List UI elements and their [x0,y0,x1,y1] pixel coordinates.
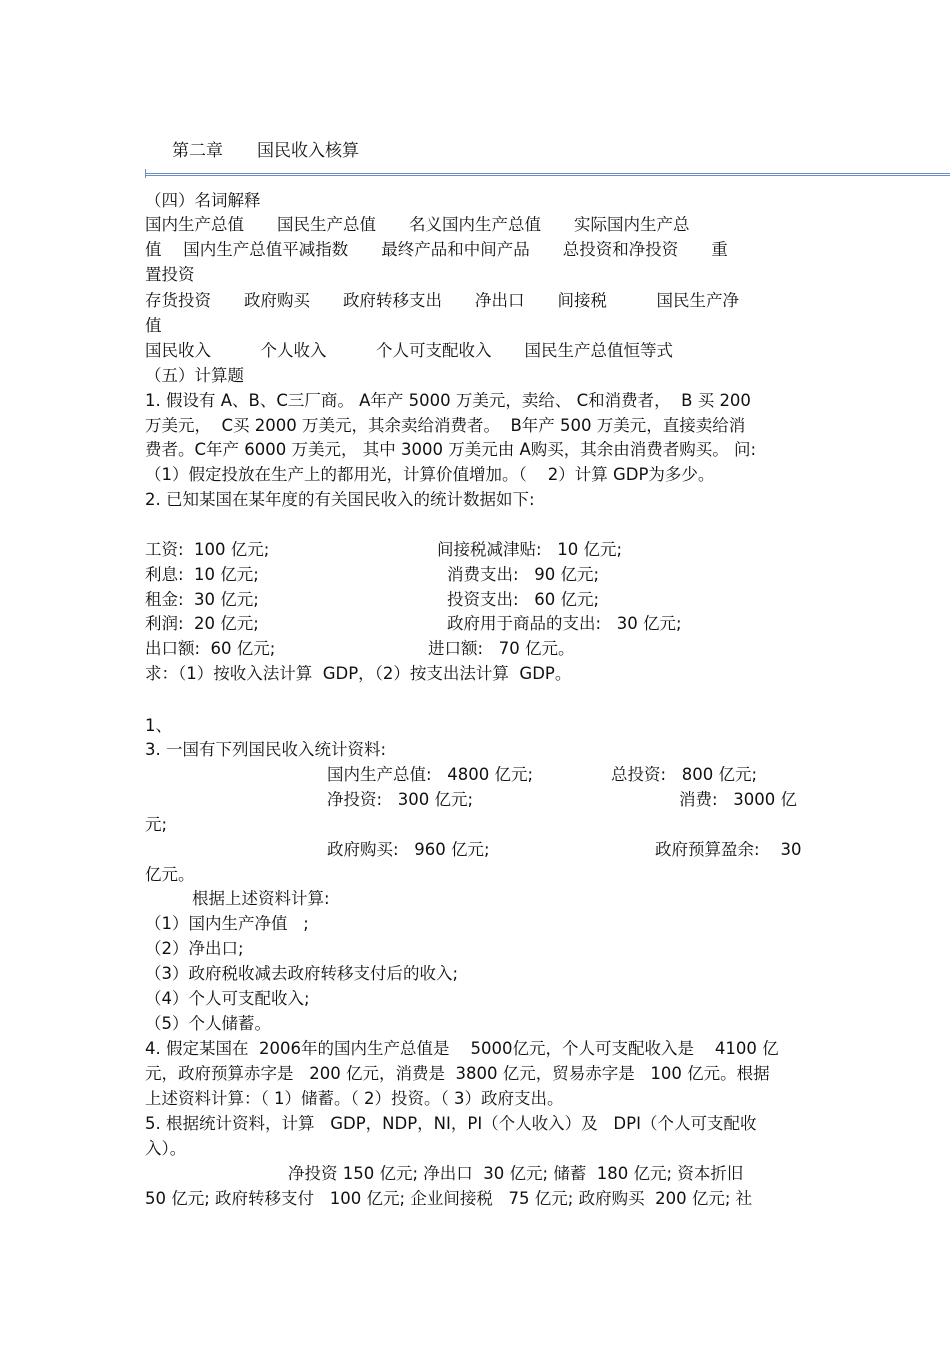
q3-intro: 3. 一国有下列国民收入统计资料: [145,740,387,759]
section4-line: 国内生产总值 国民生产总值 名义国内生产总值 实际国内生产总 [145,215,690,234]
q2-left-item: 出口额: 60 亿元; [145,639,276,658]
q4-line: 上述资料计算：（ 1）储蓄。（ 2）投资。（ 3）政府支出。 [145,1089,564,1108]
q3-total-investment: 总投资: 800 亿元; [611,765,758,784]
q2-right-item: 进口额: 70 亿元。 [428,639,575,658]
section4-line: 国民收入 个人收入 个人可支配收入 国民生产总值恒等式 [145,341,673,360]
section4-line: 值 [145,316,162,335]
q3-item: （3）政府税收减去政府转移支付后的收入; [145,964,459,983]
q3-consumption-tail: 元; [145,815,168,834]
q1-line: 万美元， C买 2000 万美元，其余卖给消费者。 B年产 500 万美元，直接卖给消 [145,416,746,435]
q1-line: 费者。C年产 6000 万美元， 其中 3000 万美元由 A购买，其余由消费者购买。 问: [145,440,757,459]
section4-line: 值 国内生产总值平减指数 最终产品和中间产品 总投资和净投资 重 [145,240,728,259]
section4-line: 置投资 [145,265,195,284]
q2-left-item: 租金: 30 亿元; [145,590,259,609]
q3-item: （4）个人可支配收入; [145,989,310,1008]
q4-line: 4. 假定某国在 2006年的国内生产总值是 5000亿元，个人可支配收入是 4100 亿 [145,1039,779,1058]
section4-heading: （四）名词解释 [145,191,261,210]
q3-lead: 根据上述资料计算: [192,889,330,908]
q3-item: （1）国内生产净值 ; [145,914,309,933]
q2-right-item: 间接税减津贴: 10 亿元; [437,540,623,559]
chapter-title: 第二章 国民收入核算 [172,141,359,161]
q3-item: （2）净出口; [145,939,244,958]
q3-net-investment: 净投资: 300 亿元; [327,790,474,809]
q1-line: 1. 假设有 A、B、C三厂商。 A年产 5000 万美元，卖给、 C和消费者， B 买 200 [145,391,751,410]
stray-number: 1、 [145,716,172,735]
q2-intro: 2. 已知某国在某年度的有关国民收入的统计数据如下: [145,490,535,509]
q1-line: （1）假定投放在生产上的都用光，计算价值增加。（ 2）计算 GDP为多少。 [145,465,715,484]
header-rule [145,173,950,176]
q3-budget-surplus: 政府预算盈余: 30 [655,840,802,859]
q5-line: 入）。 [145,1139,187,1158]
q5-data-line: 50 亿元; 政府转移支付 100 亿元; 企业间接税 75 亿元; 政府购买 200 亿元; 社 [145,1189,753,1208]
q3-item: （5）个人储蓄。 [145,1014,271,1033]
q2-right-item: 消费支出: 90 亿元; [447,565,600,584]
q2-left-item: 利润: 20 亿元; [145,614,259,633]
section5-heading: （五）计算题 [145,366,244,385]
q5-data-line: 净投资 150 亿元; 净出口 30 亿元; 储蓄 180 亿元; 资本折旧 [288,1164,744,1183]
q2-ask: 求：（1）按收入法计算 GDP，（2）按支出法计算 GDP。 [145,664,572,683]
q3-budget-tail: 亿元。 [145,865,195,884]
q2-left-item: 工资: 100 亿元; [145,540,270,559]
q2-right-item: 政府用于商品的支出: 30 亿元; [447,614,682,633]
q4-line: 元，政府预算赤字是 200 亿元，消费是 3800 亿元，贸易赤字是 100 亿元。根据 [145,1064,770,1083]
q2-right-item: 投资支出: 60 亿元; [447,590,600,609]
q3-consumption: 消费: 3000 亿 [679,790,798,809]
q3-gov-purchase: 政府购买: 960 亿元; [327,840,490,859]
q2-left-item: 利息: 10 亿元; [145,565,259,584]
q5-line: 5. 根据统计资料，计算 GDP，NDP，NI，PI（个人收入）及 DPI（个人可支配收 [145,1114,757,1133]
section4-line: 存货投资 政府购买 政府转移支出 净出口 间接税 国民生产净 [145,291,739,310]
q3-gdp: 国内生产总值: 4800 亿元; [327,765,534,784]
